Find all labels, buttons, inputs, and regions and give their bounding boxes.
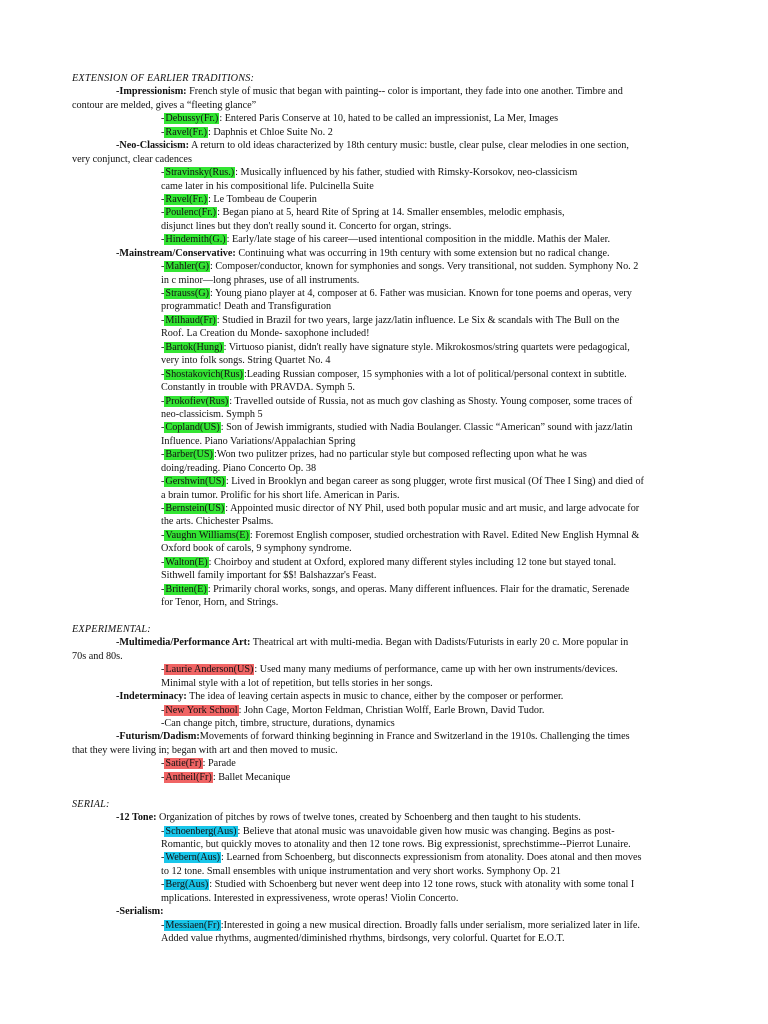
- line-text: that they were living in; began with art and then moved to music.: [72, 744, 338, 756]
- composer-name: Mahler(G): [165, 261, 209, 273]
- continuation-line: [72, 650, 690, 663]
- line-text: Minimal style with a lot of repetition, but tells stories in her songs.: [161, 677, 433, 689]
- line-text: for Tenor, Horn, and Strings.: [161, 597, 279, 609]
- line-text: neo-classicism. Symph 5: [161, 408, 263, 420]
- composer-name: Stravinsky(Rus.): [165, 167, 235, 179]
- composer-line: [72, 851, 690, 864]
- line-text: : Son of Jewish immigrants, studied with Nadia Boulanger. Classic “American” sound with jazz/latin: [220, 422, 633, 434]
- composer-name: Strauss(G): [165, 288, 209, 299]
- line-text: : Believe that atonal music was unavoidable given how music was changing. Begins as post-: [237, 825, 615, 837]
- line-text: disjunct lines but they don't really sound it. Concerto for organ, strings.: [161, 220, 452, 232]
- line-text: Theatrical art with multi-media. Began with Dadists/Futurists in early 20 c. More popular in: [250, 637, 629, 649]
- composer-name: Gershwin(US): [165, 476, 225, 488]
- continuation-line: [72, 220, 690, 233]
- line-text: : Studied with Schoenberg but never went deep into 12 tone rows, stuck with atonality with some tonal I: [209, 879, 635, 891]
- dash-marker: -: [161, 476, 165, 488]
- topic-term: Neo-Classicism:: [119, 140, 190, 152]
- line-text: to 12 tone. Small ensembles with unique instrumentation and very short works. Symphony Op. 21: [161, 865, 561, 877]
- line-text: very conjunct, clear cadences: [72, 153, 192, 165]
- composer-line: [72, 757, 690, 770]
- topic-line: [72, 905, 690, 918]
- dash-marker: -: [161, 126, 165, 138]
- composer-name: Britten(E): [165, 583, 207, 595]
- composer-name: Poulenc(Fr.): [165, 207, 217, 219]
- topic-term: Serialism:: [119, 906, 164, 918]
- line-text: : Composer/conductor, known for symphonies and songs. Very transitional, not sudden. Symphony No. 2: [209, 261, 639, 273]
- line-text: : Used many many mediums of performance, came up with her own instruments/devices.: [254, 664, 618, 676]
- line-text: Added value rhythms, augmented/diminished rhythms, birdsongs, very colorful. Quartet for E.O.T.: [161, 933, 565, 944]
- continuation-line: [72, 435, 690, 448]
- continuation-line: [72, 677, 690, 690]
- line-text: the arts. Chichester Psalms.: [161, 516, 274, 528]
- continuation-line: [72, 596, 690, 609]
- composer-line: [72, 287, 690, 300]
- dash-marker: -: [161, 758, 165, 770]
- line-text: Romantic, but quickly moves to atonality and then 12 tone rows. Big expressionist, sprechstimme--Pierrot Lunaire.: [161, 838, 631, 850]
- line-text: Roof. La Creation du Monde- saxophone included!: [161, 328, 370, 340]
- continuation-line: [72, 180, 690, 193]
- continuation-line: [72, 462, 690, 475]
- dash-marker: -: [161, 825, 165, 837]
- line-text: : Daphnis et Chloe Suite No. 2: [208, 126, 333, 138]
- continuation-line: [72, 744, 690, 757]
- section-spacer: [72, 610, 690, 623]
- line-text: : Entered Paris Conserve at 10, hated to be called an impressionist, La Mer, Images: [219, 113, 559, 125]
- composer-line: [72, 583, 690, 596]
- dash-marker: -: [161, 314, 165, 326]
- dash-marker: -: [161, 113, 165, 125]
- composer-line: [72, 556, 690, 569]
- dash-marker: -: [161, 556, 165, 568]
- composer-name: Bernstein(US): [165, 503, 225, 514]
- topic-term: 12 Tone:: [119, 812, 157, 824]
- topic-term: Multimedia/Performance Art:: [119, 637, 251, 649]
- line-text: Movements of forward thinking beginning in France and Switzerland in the 1910s. Challenging the times: [199, 731, 630, 743]
- dash-marker: -: [161, 503, 165, 514]
- line-text: : Parade: [202, 758, 236, 770]
- continuation-line: [72, 408, 690, 421]
- line-text: : Learned from Schoenberg, but disconnects expressionism from atonality. Does atonal and then moves: [221, 852, 642, 864]
- line-text: : Choirboy and student at Oxford, explored many different styles including 12 tone but stayed tonal.: [208, 556, 617, 568]
- composer-line: [72, 529, 690, 542]
- dash-marker: -: [161, 395, 165, 407]
- composer-line: [72, 341, 690, 354]
- composer-name: Ravel(Fr.): [165, 193, 207, 205]
- continuation-line: [72, 274, 690, 287]
- line-text: : Le Tombeau de Couperin: [208, 193, 317, 205]
- line-text: : Young piano player at 4, composer at 6. Father was musician. Known for tone poems and operas, very: [209, 288, 632, 299]
- composer-line: [72, 314, 690, 327]
- dash-marker: -: [161, 234, 165, 246]
- topic-line: [72, 811, 690, 824]
- section-heading: EXTENSION OF EARLIER TRADITIONS:: [72, 73, 255, 84]
- topic-line: [72, 85, 690, 98]
- composer-name: Antheil(Fr): [165, 771, 212, 783]
- line-text: Organization of pitches by rows of twelve tones, created by Schoenberg and then taught to his students.: [156, 812, 581, 824]
- composer-name: Barber(US): [165, 449, 213, 461]
- line-text: doing/reading. Piano Concerto Op. 38: [161, 462, 317, 474]
- dash-marker: -: [116, 247, 120, 259]
- dash-marker: -: [161, 167, 165, 179]
- composer-name: Laurie Anderson(US): [165, 664, 254, 676]
- composer-line: [72, 421, 690, 434]
- line-text: Sithwell family important for $$! Balshazzar's Feast.: [161, 570, 377, 582]
- composer-name: Bartok(Hung): [165, 341, 223, 353]
- topic-line: [72, 690, 690, 703]
- continuation-line: [72, 354, 690, 367]
- composer-name: Walton(E): [165, 556, 208, 568]
- line-text: : Primarily choral works, songs, and operas. Many different influences. Flair for the dramatic, Serenade: [207, 583, 630, 595]
- line-text: a brain tumor. Prolific for his short life. American in Paris.: [161, 489, 400, 501]
- composer-name: Schoenberg(Aus): [165, 825, 237, 837]
- composer-line: [72, 825, 690, 838]
- composer-name: Copland(US): [165, 422, 220, 434]
- line-text: came later in his compositional life. Pulcinella Suite: [161, 180, 374, 192]
- line-text: in c minor—long phrases, use of all instruments.: [161, 274, 360, 286]
- continuation-line: [72, 515, 690, 528]
- line-text: : Lived in Brooklyn and began career as song plugger, wrote first musical (Of Thee I Sing) and died of: [225, 476, 644, 488]
- dash-marker: -: [161, 704, 165, 716]
- topic-term: Mainstream/Conservative:: [119, 247, 236, 259]
- dash-marker: -: [161, 919, 165, 931]
- topic-line: [72, 139, 690, 152]
- line-text: Constantly in trouble with PRAVDA. Symph 5.: [161, 382, 355, 394]
- composer-name: Messiaen(Fr): [165, 919, 220, 931]
- composer-line: [72, 193, 690, 206]
- topic-line: [72, 730, 690, 743]
- line-text: : Appointed music director of NY Phil, used both popular music and art music, and large advocate for: [225, 503, 640, 514]
- dash-marker: -: [161, 583, 165, 595]
- composer-line: [72, 502, 690, 515]
- composer-line: [72, 448, 690, 461]
- dash-marker: -: [116, 731, 120, 743]
- continuation-line: [72, 99, 690, 112]
- line-text: -Can change pitch, timbre, structure, durations, dynamics: [161, 718, 395, 729]
- composer-name: Debussy(Fr.): [165, 113, 219, 125]
- dash-marker: -: [161, 852, 165, 864]
- composer-line: [72, 704, 690, 717]
- composer-line: [72, 919, 690, 932]
- continuation-line: [72, 153, 690, 166]
- line-text: Influence. Piano Variations/Appalachian Spring: [161, 435, 356, 447]
- line-text: contour are melded, gives a “fleeting glance”: [72, 99, 257, 111]
- section-heading: EXPERIMENTAL:: [72, 623, 151, 635]
- line-text: : Studied in Brazil for two years, large jazz/latin influence. Le Six & scandals with The Bull on the: [216, 314, 620, 326]
- composer-name: Vaughn Williams(E): [165, 529, 249, 541]
- composer-line: [72, 166, 690, 179]
- line-text: The idea of leaving certain aspects in music to chance, either by the composer or performer.: [186, 691, 564, 703]
- composer-line: [72, 126, 690, 139]
- composer-name: Milhaud(Fr): [165, 314, 216, 326]
- line-text: : Travelled outside of Russia, not as much gov clashing as Shosty. Young composer, some traces of: [229, 395, 633, 407]
- composer-name: Ravel(Fr.): [165, 126, 207, 138]
- composer-line: [72, 368, 690, 381]
- composer-line: [72, 395, 690, 408]
- topic-term: Indeterminacy:: [119, 691, 187, 703]
- dash-marker: -: [161, 664, 165, 676]
- continuation-line: [72, 892, 690, 905]
- composer-line: [72, 475, 690, 488]
- line-text: : Ballet Mecanique: [212, 771, 291, 783]
- composer-name: Prokofiev(Rus): [165, 395, 229, 407]
- topic-term: Futurism/Dadism:: [119, 731, 200, 743]
- composer-line: [72, 112, 690, 125]
- dash-marker: -: [161, 193, 165, 205]
- composer-name: Shostakovich(Rus): [165, 368, 243, 380]
- line-text: French style of music that began with painting-- color is important, they fade into one another. Timbre and: [186, 86, 623, 98]
- line-text: Oxford book of carols, 9 symphony syndrome.: [161, 543, 352, 555]
- line-text: : Began piano at 5, heard Rite of Spring at 14. Smaller ensembles, melodic emphasis,: [217, 207, 565, 219]
- dash-marker: -: [161, 368, 165, 380]
- line-text: :Leading Russian composer, 15 symphonies with a lot of political/personal context in subtitle.: [243, 368, 627, 380]
- continuation-line: [72, 932, 690, 945]
- dash-marker: -: [116, 906, 120, 918]
- continuation-line: [72, 489, 690, 502]
- composer-line: [72, 878, 690, 891]
- line-text: : Early/late stage of his career—used intentional composition in the middle. Mathis der Maler.: [226, 234, 611, 246]
- line-text: : John Cage, Morton Feldman, Christian Wolff, Earle Brown, David Tudor.: [238, 704, 545, 716]
- composer-name: Satie(Fr): [165, 758, 202, 770]
- dash-marker: -: [161, 879, 165, 891]
- dash-marker: -: [161, 771, 165, 783]
- line-text: mplications. Interested in expressiveness, wrote operas! Violin Concerto.: [161, 892, 459, 904]
- composer-line: [72, 206, 690, 219]
- composer-name: Berg(Aus): [165, 879, 209, 891]
- line-text: programmatic! Death and Transfiguration: [161, 301, 332, 313]
- composer-line: [72, 233, 690, 246]
- composer-line: [72, 260, 690, 273]
- dash-marker: -: [161, 288, 165, 299]
- line-text: Continuing what was occurring in 19th century with some extension but no radical change.: [235, 247, 610, 259]
- continuation-line: [72, 717, 690, 730]
- line-text: : Musically influenced by his father, studied with Rimsky-Korsokov, neo-classicism: [235, 167, 578, 179]
- line-text: 70s and 80s.: [72, 650, 123, 662]
- dash-marker: -: [161, 449, 165, 461]
- section-spacer: [72, 784, 690, 797]
- topic-term: Impressionism:: [119, 86, 187, 98]
- continuation-line: [72, 327, 690, 340]
- dash-marker: -: [161, 261, 165, 273]
- composer-line: [72, 771, 690, 784]
- dash-marker: -: [116, 140, 120, 152]
- continuation-line: [72, 381, 690, 394]
- line-text: :Interested in going a new musical direction. Broadly falls under serialism, more serialized later in life.: [220, 919, 640, 931]
- section-heading: SERIAL:: [72, 798, 110, 810]
- topic-line: [72, 636, 690, 649]
- dash-marker: -: [116, 637, 120, 649]
- dash-marker: -: [161, 422, 165, 434]
- continuation-line: [72, 569, 690, 582]
- dash-marker: -: [116, 691, 120, 703]
- topic-line: [72, 247, 690, 260]
- dash-marker: -: [161, 341, 165, 353]
- continuation-line: [72, 865, 690, 878]
- composer-name: New York School: [165, 704, 238, 716]
- dash-marker: -: [116, 812, 120, 824]
- dash-marker: -: [116, 86, 120, 98]
- composer-name: Webern(Aus): [165, 852, 221, 864]
- dash-marker: -: [161, 207, 165, 219]
- line-text: very into folk songs. String Quartet No. 4: [161, 355, 331, 367]
- line-text: : Virtuoso pianist, didn't really have signature style. Mikrokosmos/string quartets were pedagogical,: [223, 341, 630, 353]
- composer-name: Hindemith(G.): [165, 234, 226, 246]
- document-body: [72, 72, 690, 945]
- continuation-line: [72, 838, 690, 851]
- line-text: :Won two pulitzer prizes, had no particular style but composed reflecting upon what he was: [213, 449, 587, 461]
- dash-marker: -: [161, 529, 165, 541]
- composer-line: [72, 663, 690, 676]
- line-text: A return to old ideas characterized by 18th century music: bustle, clear pulse, clear melodies in one section,: [189, 140, 629, 152]
- continuation-line: [72, 300, 690, 313]
- line-text: : Foremost English composer, studied orchestration with Ravel. Edited New English Hymnal &: [249, 529, 640, 541]
- continuation-line: [72, 542, 690, 555]
